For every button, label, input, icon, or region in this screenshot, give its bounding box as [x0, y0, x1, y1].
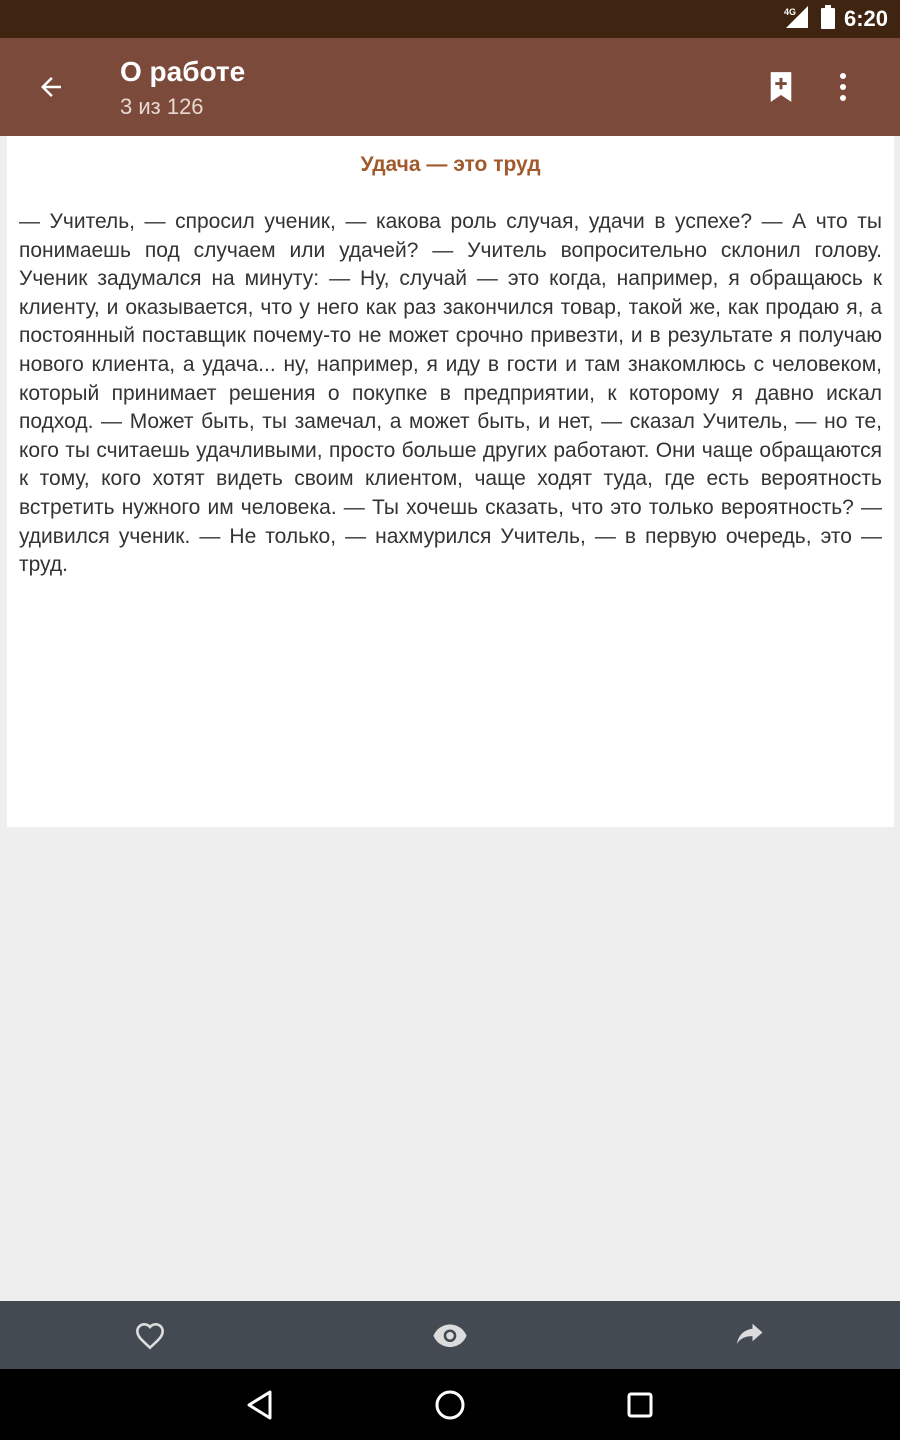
bookmark-button[interactable]: [756, 62, 806, 112]
page-title: О работе: [120, 56, 246, 87]
back-button[interactable]: [26, 62, 76, 112]
article-card: [7, 136, 894, 827]
recents-square-icon: [626, 1391, 654, 1419]
system-nav-bar: [0, 1369, 900, 1440]
nav-recents-button[interactable]: [615, 1380, 665, 1430]
nav-back-button[interactable]: [235, 1380, 285, 1430]
view-button[interactable]: [300, 1301, 600, 1369]
battery-icon: [820, 4, 836, 35]
network-label: 4G: [783, 6, 796, 17]
eye-icon: [432, 1322, 468, 1348]
status-icons: [782, 0, 888, 38]
title-block: [120, 54, 245, 122]
back-triangle-icon: [245, 1389, 275, 1421]
favorite-button[interactable]: [0, 1301, 300, 1369]
share-icon: [735, 1322, 765, 1348]
bookmark-icon: [767, 71, 795, 103]
more-vert-icon: [838, 72, 848, 102]
article-title: Удача — это труд: [360, 153, 541, 176]
status-bar: [0, 0, 900, 38]
signal-icon: [782, 4, 812, 35]
article-body: — Учитель, — спросил ученик, — какова роль случая, удачи в успехе? — А что ты понимаешь под случаем или удачей? — Учитель вопросительно склонил голову. Ученик задумался на минуту: — Ну, случай — это когда, например, я обращаюсь к клиенту, и оказывается, что у него как раз закончился товар, такой же, как продаю я, а постоянный поставщик почему-то не может срочно привезти, и в результате я получаю нового клиента, а удача... ну, например, я иду в гости и там знакомлюсь с человеком, который принимает решения о покупке в предприятии, к которому я давно искал подход. — Может быть, ты замечал, а может быть, и нет, — сказал Учитель, — но те, кого ты считаешь удачливыми, просто больше других работают. Они чаще обращаются к тому, кого хотят видеть своим клиентом, чаще ходят туда, где есть вероятность встретить нужного им человека. — Ты хочешь сказать, что это только вероятность? — удивился ученик. — Не только, — нахмурился Учитель, — в первую очередь, это — труд.: [19, 210, 882, 577]
arrow-left-icon: [36, 72, 66, 102]
page-counter: 3 из 126: [120, 94, 204, 119]
bottom-toolbar: [0, 1301, 900, 1369]
home-circle-icon: [433, 1388, 467, 1422]
nav-home-button[interactable]: [425, 1380, 475, 1430]
share-button[interactable]: [600, 1301, 900, 1369]
heart-outline-icon: [134, 1320, 166, 1350]
app-bar: [0, 38, 900, 136]
status-time: 6:20: [843, 6, 888, 31]
more-options-button[interactable]: [820, 62, 866, 112]
